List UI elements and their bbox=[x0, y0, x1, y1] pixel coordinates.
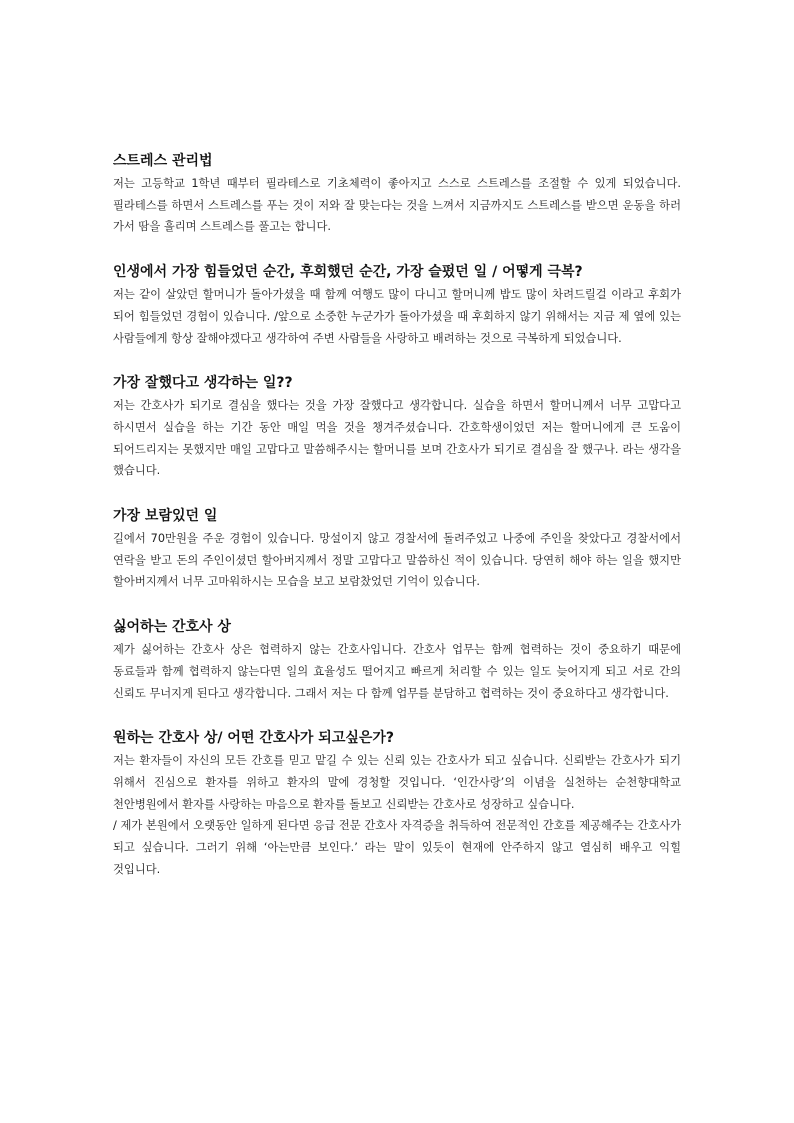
section-heading: 가장 보람있던 일 bbox=[113, 508, 218, 525]
section-hardest-moment bbox=[113, 261, 681, 349]
section-paragraph: 길에서 70만원을 주운 경험이 있습니다. 망설이지 않고 경찰서에 돌려주었고 나중에 주인을 찾았다고 경찰서에서 연락을 받고 돈의 주인이셨던 할아버지께서 정말 고맙다고 말씀하신 적이 있습니다. 당연히 해야 하는 일을 했지만 할아버지께서 너무 고마워하시는 모습을 보고 보람찼었던 기억이 있습니다. bbox=[113, 532, 681, 589]
section-paragraph: 저는 간호사가 되기로 결심을 했다는 것을 가장 잘했다고 생각합니다. 실습을 하면서 할머니께서 너무 고맙다고 하시면서 실습을 하는 기간 동안 매일 먹을 것을 챙겨주셨습니다. 간호학생이었던 저는 할머니에게 큰 도움이 되어드리지는 못했지만 매일 고맙다고 말씀해주시는 할머니를 보며 간호사가 되기로 결심을 잘 했구나. 라는 생각을 했습니다. bbox=[113, 399, 681, 478]
section-desired-nurse bbox=[113, 727, 681, 880]
section-best-decision bbox=[113, 372, 681, 482]
section-heading: 인생에서 가장 힘들었던 순간, 후회했던 순간, 가장 슬펐던 일 / 어떻게 극복? bbox=[113, 264, 583, 281]
section-paragraph: 저는 고등학교 1학년 때부터 필라테스로 기초체력이 좋아지고 스스로 스트레스를 조절할 수 있게 되었습니다. 필라테스를 하면서 스트레스를 푸는 것이 저와 잘 맞는다는 것을 느껴서 지금까지도 스트레스를 받으면 운동을 하러 가서 땀을 흘리며 스트레스를 풀고는 합니다. bbox=[113, 177, 681, 234]
section-heading: 싫어하는 간호사 상 bbox=[113, 619, 231, 636]
section-paragraph: 저는 환자들이 자신의 모든 간호를 믿고 맡길 수 있는 신뢰 있는 간호사가 되고 싶습니다. 신뢰받는 간호사가 되기 위해서 진심으로 환자를 위하고 환자의 말에 경청할 것입니다. ‘인간사랑’의 이념을 실천하는 순천향대학교 천안병원에서 환자를 사랑하는 마음으로 환자를 돌보고 신뢰받는 간호사로 성장하고 싶습니다. bbox=[113, 754, 681, 811]
section-heading: 가장 잘했다고 생각하는 일?? bbox=[113, 375, 293, 392]
document-content bbox=[113, 150, 681, 903]
section-heading: 원하는 간호사 상/ 어떤 간호사가 되고싶은가? bbox=[113, 730, 395, 747]
section-paragraph: / 제가 본원에서 오랫동안 일하게 된다면 응급 전문 간호사 자격증을 취득하여 전문적인 간호를 제공해주는 간호사가 되고 싶습니다. 그러기 위해 ‘아는만큼 보인다.’ 라는 말이 있듯이 현재에 안주하지 않고 열심히 배우고 익힐 것입니다. bbox=[113, 819, 681, 876]
section-stress-management bbox=[113, 150, 681, 238]
section-paragraph: 제가 싫어하는 간호사 상은 협력하지 않는 간호사입니다. 간호사 업무는 함께 협력하는 것이 중요하기 때문에 동료들과 함께 협력하지 않는다면 일의 효율성도 떨어지고 빠르게 처리할 수 있는 일도 늦어지게 되고 서로 간의 신뢰도 무너지게 된다고 생각합니다. 그래서 저는 다 함께 업무를 분담하고 협력하는 것이 중요하다고 생각합니다. bbox=[113, 643, 681, 700]
section-most-rewarding bbox=[113, 505, 681, 593]
section-disliked-nurse bbox=[113, 616, 681, 704]
section-heading: 스트레스 관리법 bbox=[113, 153, 213, 169]
section-paragraph: 저는 같이 살았던 할머니가 돌아가셨을 때 함께 여행도 많이 다니고 할머니께 밥도 많이 차려드릴걸 이라고 후회가 되어 힘들었던 경험이 있습니다. /앞으로 소중한 누군가가 돌아가셨을 때 후회하지 않기 위해서는 지금 제 옆에 있는 사람들에게 항상 잘해야겠다고 생각하여 주변 사람들을 사랑하고 배려하는 것으로 극복하게 되었습니다. bbox=[113, 288, 681, 345]
